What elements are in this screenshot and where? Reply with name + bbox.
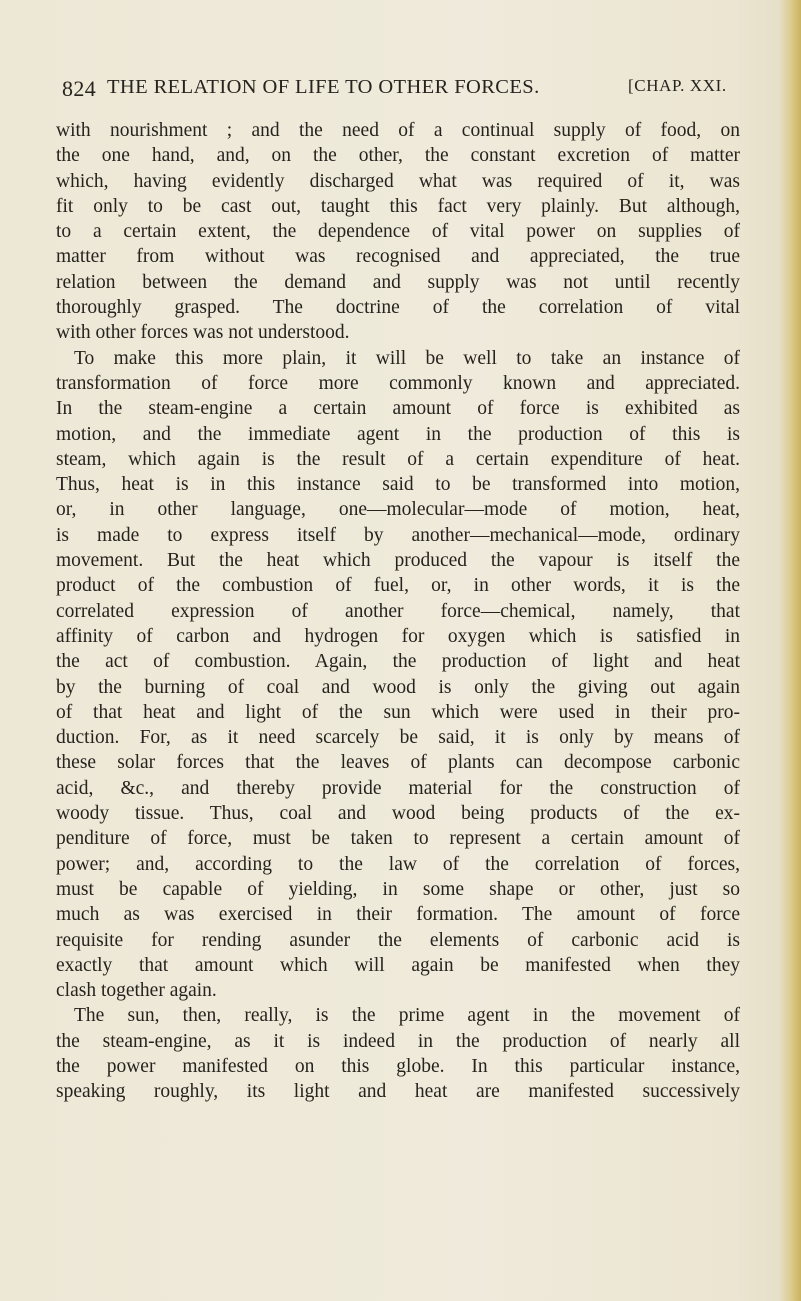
text-line: woody tissue. Thus, coal and wood being products of the ex- <box>56 803 740 825</box>
text-line: The sun, then, really, is the prime agent in the movement of <box>74 1005 740 1027</box>
text-line: clash together again. <box>56 980 217 1002</box>
text-line: with other forces was not understood. <box>56 322 350 344</box>
page-number: 824 <box>62 76 97 101</box>
text-line: thoroughly grasped. The doctrine of the correlation of vital <box>56 297 740 319</box>
page-edge-shadow <box>779 0 801 1301</box>
text-line: fit only to be cast out, taught this fact very plainly. But although, <box>56 195 740 217</box>
text-line: the one hand, and, on the other, the constant excretion of matter <box>56 145 740 167</box>
text-line: penditure of force, must be taken to represent a certain amount of <box>56 828 740 850</box>
text-line: the act of combustion. Again, the production of light and heat <box>56 651 740 673</box>
chapter-label: [CHAP. XXI. <box>628 76 727 95</box>
text-line: In the steam-engine a certain amount of force is exhibited as <box>56 398 740 420</box>
text-line: to a certain extent, the dependence of vital power on supplies of <box>56 221 740 243</box>
text-line: or, in other language, one—molecular—mode of motion, heat, <box>56 499 740 521</box>
text-line: requisite for rending asunder the elements of carbonic acid is <box>56 929 740 951</box>
text-line: much as was exercised in their formation. The amount of force <box>56 904 740 926</box>
paragraph <box>56 1003 740 1104</box>
paragraph <box>56 346 740 1004</box>
text-line: To make this more plain, it will be well to take an instance of <box>74 347 740 369</box>
paragraph <box>56 118 740 346</box>
text-line: matter from without was recognised and appreciated, the true <box>56 246 740 268</box>
text-line: product of the combustion of fuel, or, in other words, it is the <box>56 575 740 597</box>
text-line: power; and, according to the law of the correlation of forces, <box>56 853 740 875</box>
text-line: these solar forces that the leaves of plants can decompose carbonic <box>56 752 740 774</box>
text-line: duction. For, as it need scarcely be said, it is only by means of <box>56 727 740 749</box>
text-line: steam, which again is the result of a certain expenditure of heat. <box>56 448 740 470</box>
body-text <box>56 118 740 1105</box>
text-line: exactly that amount which will again be manifested when they <box>56 954 740 976</box>
text-line: motion, and the immediate agent in the production of this is <box>56 423 740 445</box>
text-line: speaking roughly, its light and heat are manifested successively <box>56 1081 740 1103</box>
text-line: the steam-engine, as it is indeed in the production of nearly all <box>56 1030 740 1052</box>
text-line: must be capable of yielding, in some shape or other, just so <box>56 878 740 900</box>
text-line: with nourishment ; and the need of a continual supply of food, on <box>56 120 740 141</box>
text-line: relation between the demand and supply was not until recently <box>56 271 740 293</box>
text-line: of that heat and light of the sun which were used in their pro- <box>56 701 740 723</box>
text-line: acid, &c., and thereby provide material for the construction of <box>56 777 740 799</box>
text-line: is made to express itself by another—mechanical—mode, ordinary <box>56 524 740 546</box>
text-line: which, having evidently discharged what was required of it, was <box>56 170 740 192</box>
text-line: Thus, heat is in this instance said to be transformed into motion, <box>56 474 740 496</box>
text-line: correlated expression of another force—chemical, namely, that <box>56 600 740 622</box>
running-title: THE RELATION OF LIFE TO OTHER FORCES. <box>107 76 540 98</box>
text-line: transformation of force more commonly known and appreciated. <box>56 372 740 394</box>
text-line: by the burning of coal and wood is only the giving out again <box>56 676 740 698</box>
text-line: affinity of carbon and hydrogen for oxygen which is satisfied in <box>56 625 740 647</box>
text-line: movement. But the heat which produced the vapour is itself the <box>56 550 740 572</box>
text-line: the power manifested on this globe. In this particular instance, <box>56 1055 740 1077</box>
running-header <box>62 72 742 108</box>
